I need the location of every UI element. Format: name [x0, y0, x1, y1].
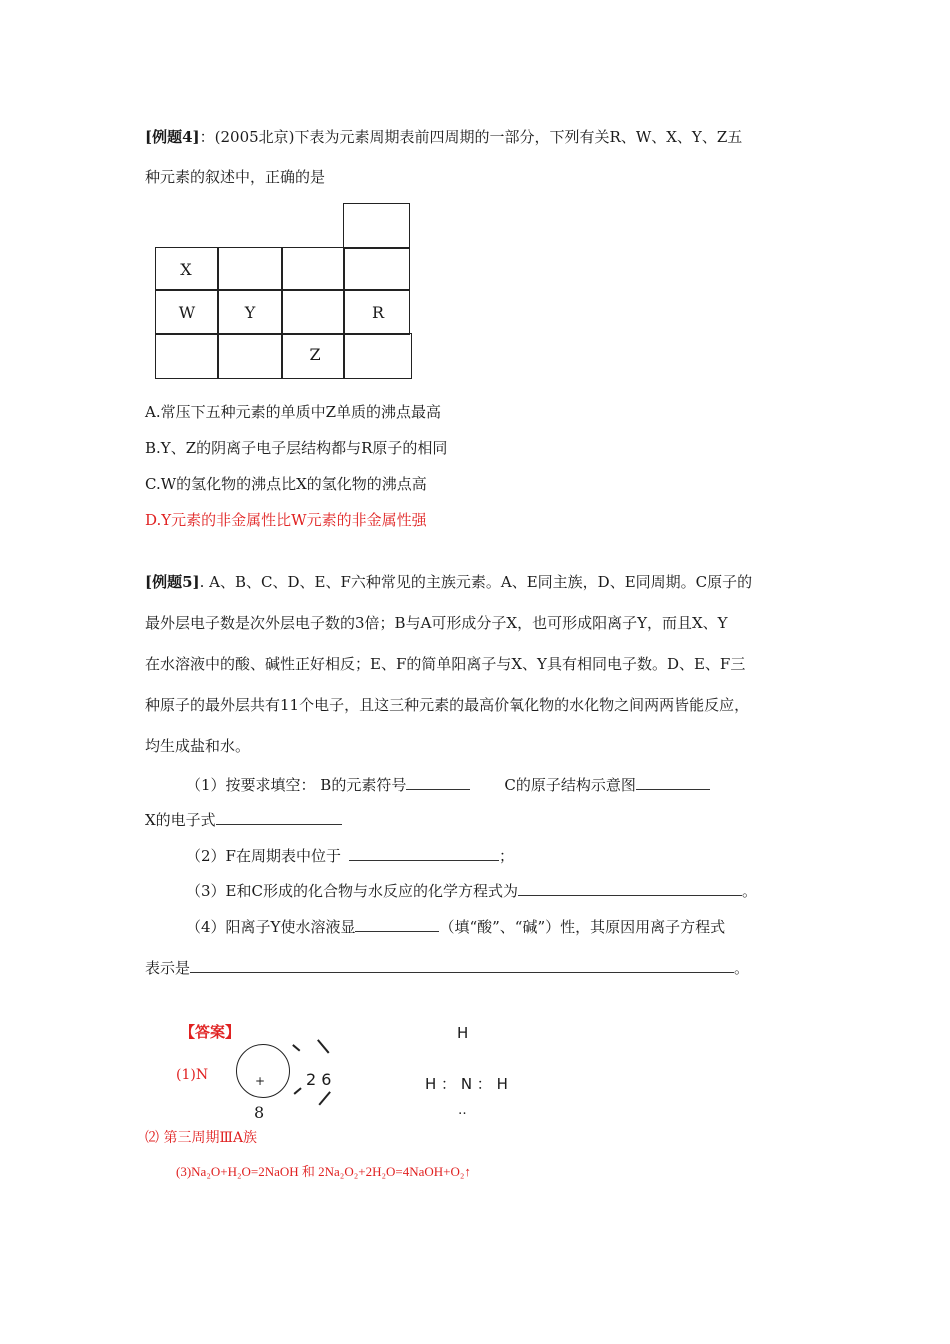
question-2-end: ；	[498, 847, 514, 865]
answer-blank-f-position[interactable]	[349, 846, 499, 861]
question-4-hint: （填“酸”、“碱”）性，其原因用离子方程式	[439, 918, 726, 936]
option-b: B.Y、Z的阴离子电子层结构都与R原子的相同	[145, 439, 448, 457]
answer-blank-equation[interactable]	[518, 881, 742, 896]
cell-label-z: Z	[309, 345, 321, 364]
shell-arc-stroke	[294, 1087, 302, 1094]
answer-2: ⑵ 第三周期ⅢA族	[145, 1130, 258, 1146]
question-3-label: （3）E和C形成的化合物与水反应的化学方程式为	[186, 882, 518, 900]
question-4	[186, 917, 725, 937]
lewis-h-top: H	[457, 1024, 469, 1042]
answer-3: (3)Na₂O+H₂O=2NaOH 和 2Na₂O₂+2H₂O=4NaOH+O₂↑	[176, 1164, 471, 1179]
question-4-cont-label: 表示是	[145, 959, 191, 977]
example5-tag: [例题5]	[145, 573, 200, 591]
question-1-x	[145, 810, 342, 830]
example5-line2: 最外层电子数是次外层电子数的3倍；B与A可形成分子X，也可形成阳离子Y，而且X、Y	[145, 614, 728, 632]
answer-blank-c-diagram[interactable]	[636, 775, 710, 790]
option-d: D.Y元素的非金属性比W元素的非金属性强	[145, 511, 427, 529]
question-2-label: （2）F在周期表中位于	[186, 847, 341, 865]
question-4-cont	[145, 958, 749, 978]
option-c: C.W的氢化物的沸点比X的氢化物的沸点高	[145, 475, 427, 493]
example5-line3: 在水溶液中的酸、碱性正好相反；E、F的简单阳离子与X、Y具有相同电子数。D、E、F三	[145, 655, 746, 673]
answer-blank-ionic-equation[interactable]	[190, 958, 734, 973]
shell-arc-stroke	[293, 1044, 301, 1051]
question-2	[186, 846, 514, 866]
example4-line1	[145, 127, 742, 147]
cell-label-y: Y	[244, 303, 256, 322]
example5-line1	[145, 572, 752, 592]
lewis-row: H ： N ： H	[425, 1075, 508, 1093]
electron-shells: 2 6	[306, 1070, 332, 1089]
cell-label-x: X	[180, 260, 192, 279]
nucleus-number: 8	[254, 1103, 265, 1122]
example5-line4: 种原子的最外层共有11个电子，且这三种元素的最高价氧化物的水化物之间两两皆能反应，	[145, 696, 750, 714]
cell-label-w: W	[178, 303, 196, 322]
question-1-b-label: （1）按要求填空： B的元素符号	[186, 776, 407, 794]
cell-label-r: R	[371, 303, 385, 322]
question-1-c-label: C的原子结构示意图	[504, 776, 636, 794]
answer-1-label: (1)N	[176, 1067, 209, 1083]
answer-blank-x-formula[interactable]	[216, 810, 342, 825]
example5-text: . A、B、C、D、E、F六种常见的主族元素。A、E同主族，D、E同周期。C原子的	[199, 573, 753, 591]
answer-blank-b-symbol[interactable]	[406, 775, 470, 790]
lewis-lone-pair: ‥	[458, 1103, 467, 1118]
nucleus-charge: +	[255, 1074, 266, 1088]
answer-title: 【答案】	[180, 1023, 241, 1041]
shell-arc-stroke	[317, 1039, 329, 1053]
answer-blank-acid-base[interactable]	[355, 917, 439, 932]
question-3	[186, 881, 757, 901]
option-a: A.常压下五种元素的单质中Z单质的沸点最高	[145, 403, 442, 421]
example4-tag: [例题4]	[145, 128, 200, 146]
question-1	[186, 775, 710, 795]
question-3-end: 。	[741, 882, 757, 900]
example5-line5: 均生成盐和水。	[145, 737, 251, 755]
periodic-table-fragment	[155, 203, 415, 379]
example4-line2: 种元素的叙述中，正确的是	[145, 168, 326, 186]
example4-text: ：(2005北京)下表为元素周期表前四周期的一部分，下列有关R、W、X、Y、Z五	[199, 128, 743, 146]
question-1-x-label: X的电子式	[145, 811, 216, 829]
shell-arc-stroke	[318, 1091, 330, 1105]
question-4-label: （4）阳离子Y使水溶液显	[186, 918, 356, 936]
question-4-end: 。	[734, 959, 750, 977]
